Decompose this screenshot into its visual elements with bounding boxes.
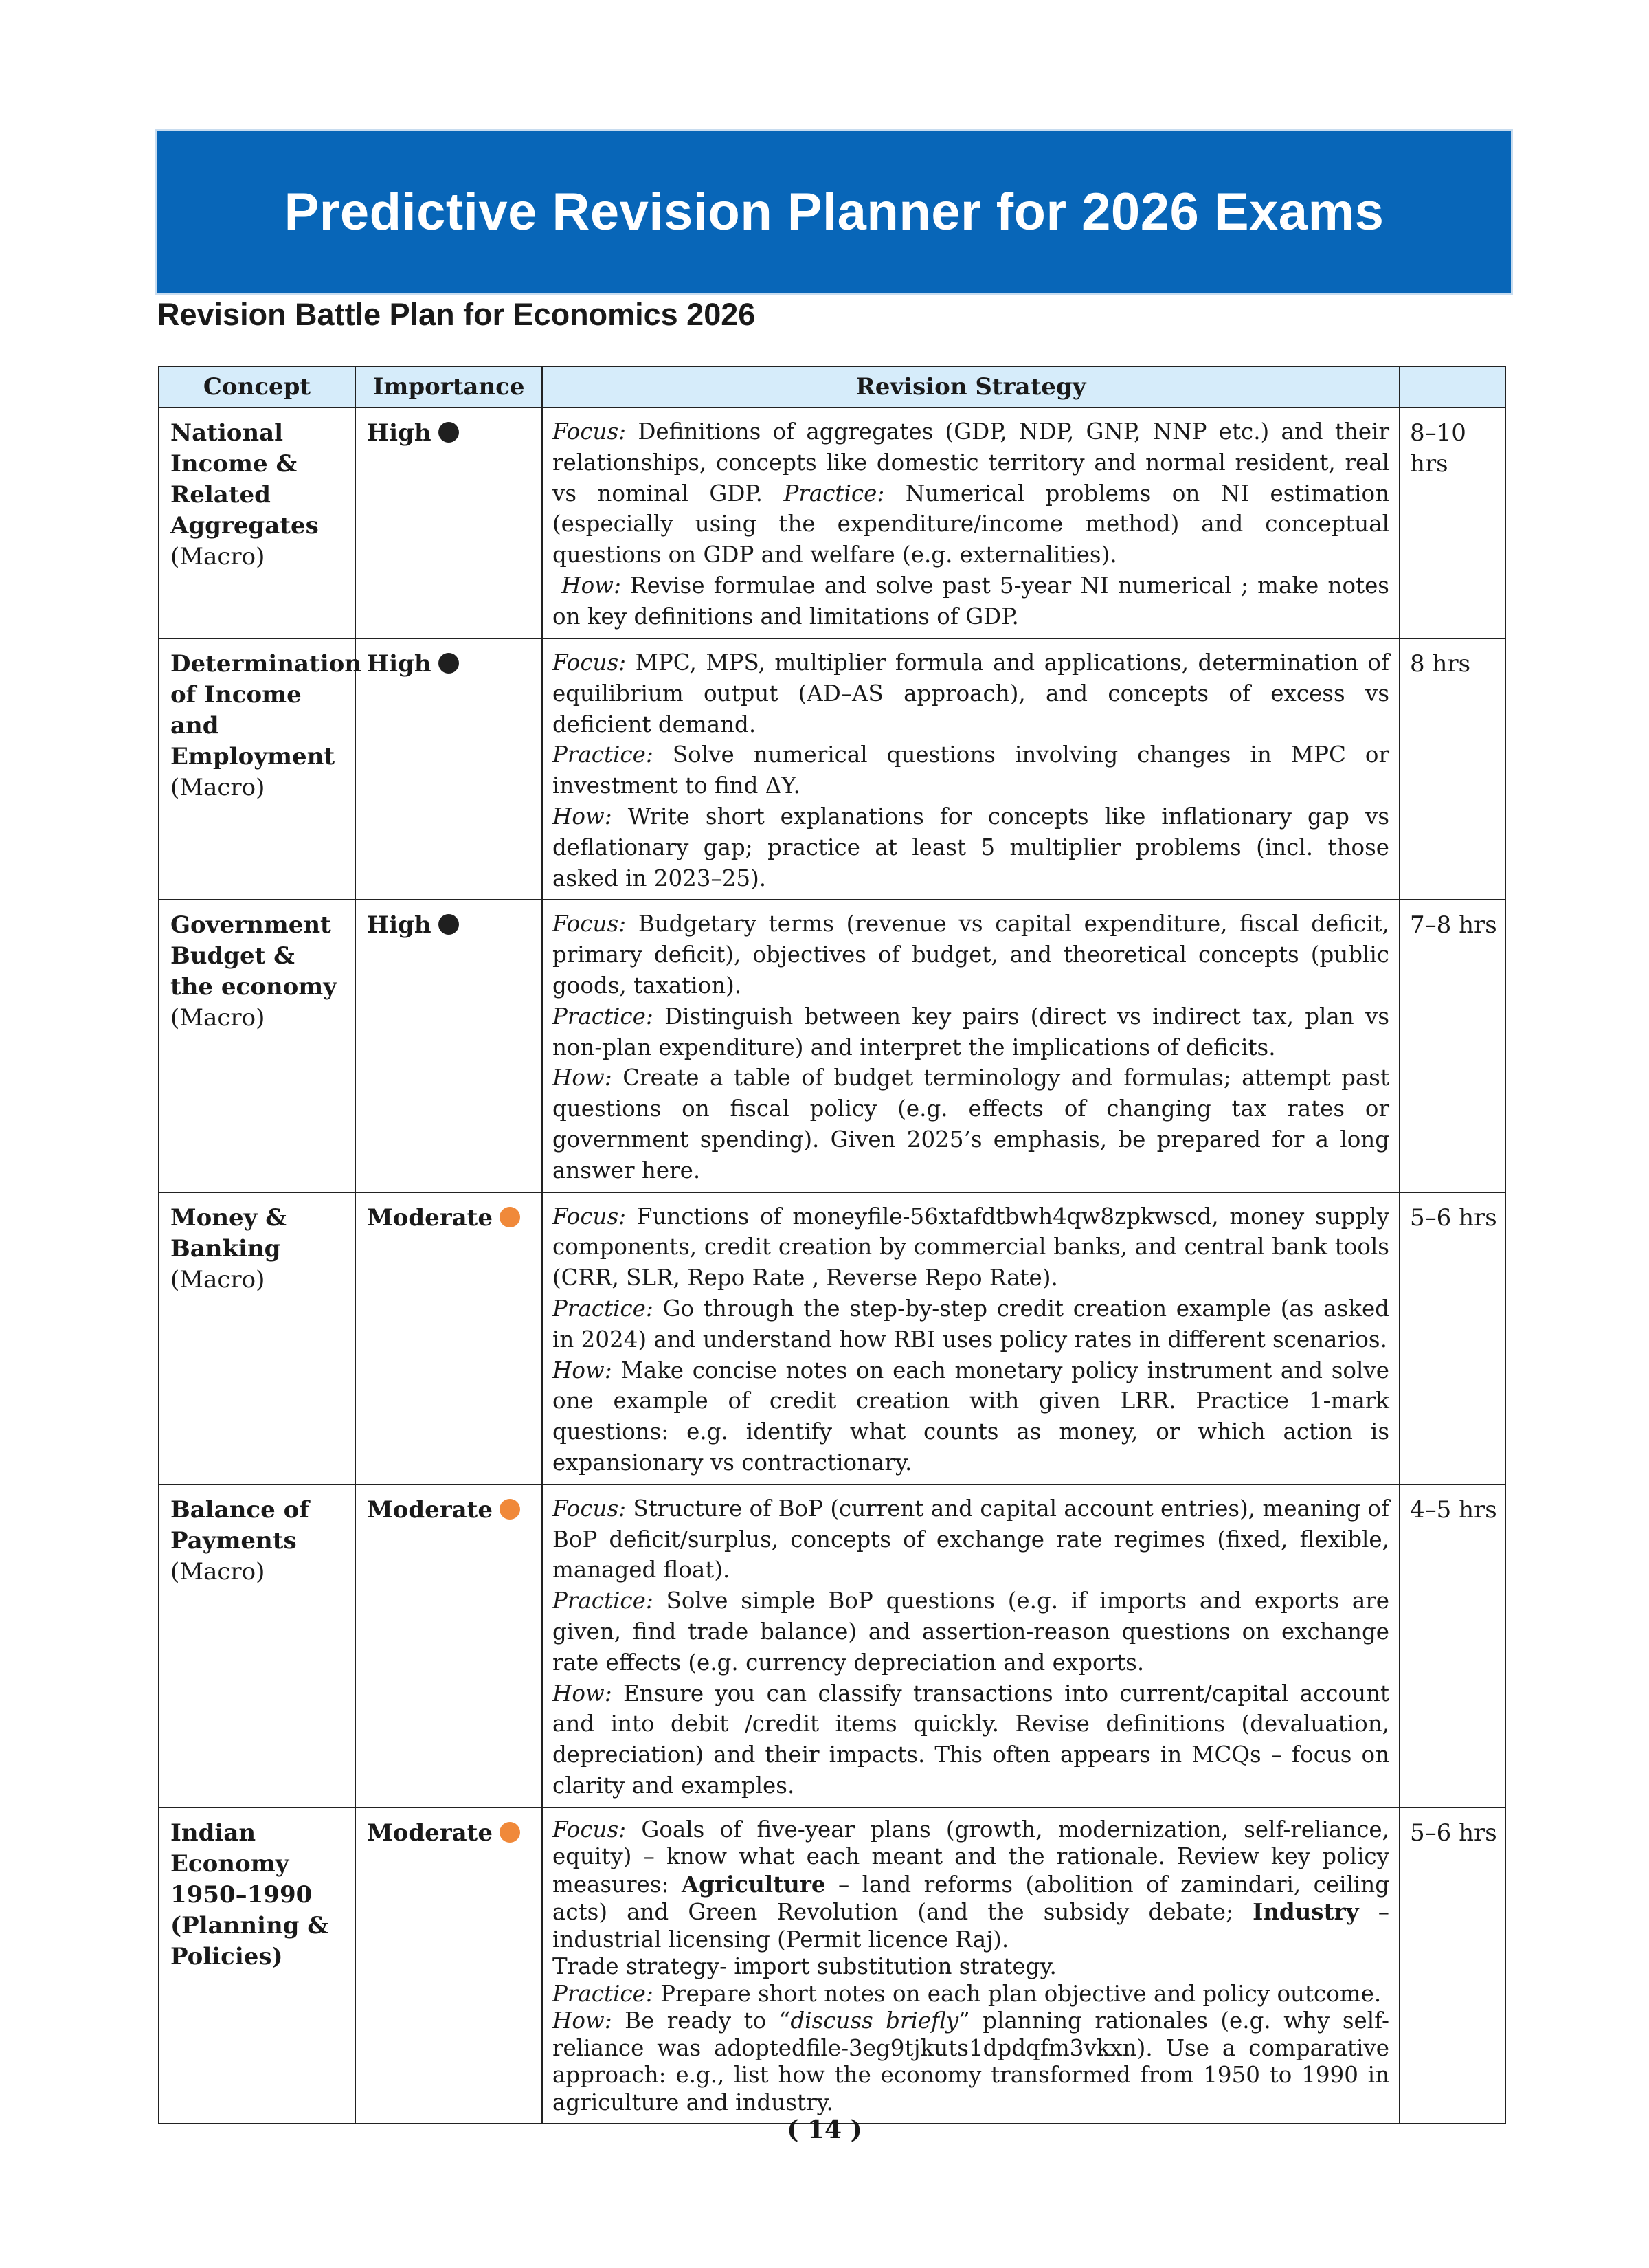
how-text: Make concise notes on each monetary policy instrument and solve one example of credit creation with given LRR. Practice 1-mark questions: e.g. identify what counts as money, or which action is expansionary vs contractionary. [552, 1357, 1389, 1476]
time-cell: 8 hrs [1400, 638, 1505, 900]
how-text: Revise formulae and solve past 5-year NI numerical ; make notes on key definitions and limitations of GDP. [552, 572, 1389, 630]
strategy-cell [542, 1192, 1400, 1485]
practice-text: Solve numerical questions involving changes in MPC or investment to find ΔY. [552, 742, 1389, 799]
how-text: Write short explanations for concepts like inflationary gap vs deflationary gap; practice at least 5 multiplier problems (incl. those asked in 2023–25). [552, 803, 1389, 891]
focus-text: Budgetary terms (revenue vs capital expenditure, fiscal deficit, primary deficit), objectives of budget, and theoretical concepts (public goods, taxation). [552, 911, 1389, 999]
strategy-practice [552, 1586, 1389, 1678]
section-subtitle: Revision Battle Plan for Economics 2026 [157, 297, 756, 332]
focus-text: Structure of BoP (current and capital account entries), meaning of BoP deficit/surplus, concepts of exchange rate regimes (fixed, flexible, managed float). [552, 1495, 1389, 1583]
header-concept: Concept [159, 366, 355, 408]
table-header-row [159, 366, 1505, 408]
time-cell: 5–6 hrs [1400, 1808, 1505, 2124]
time-cell: 5–6 hrs [1400, 1192, 1505, 1485]
strategy-cell [542, 900, 1400, 1192]
focus-label: Focus: [552, 1495, 627, 1522]
concept-cell [159, 638, 362, 900]
strategy-practice [552, 1001, 1389, 1063]
strategy-focus [552, 416, 1389, 570]
importance-label: High [367, 650, 431, 678]
importance-cell [355, 900, 542, 1192]
concept-cell [159, 1808, 355, 2124]
page-number: ( 14 ) [787, 2115, 862, 2144]
strategy-how [552, 1355, 1389, 1478]
focus-label: Focus: [552, 1203, 627, 1230]
practice-text: Numerical problems on NI estimation (especially using the expenditure/income method) and conceptual questions on GDP and welfare (e.g. externalities). [552, 480, 1389, 568]
focus-text: MPC, MPS, multiplier formula and applications, determination of equilibrium output (AD–AS approach), and concepts of excess vs deficient demand. [552, 649, 1389, 737]
time-cell: 7–8 hrs [1400, 900, 1505, 1192]
importance-cell [355, 1192, 542, 1485]
practice-text: Solve simple BoP questions (e.g. if imports and exports are given, find trade balance) and assertion-reason questions on exchange rate effects (e.g. currency depreciation and exports. [552, 1588, 1389, 1676]
importance-label: Moderate [367, 1819, 493, 1847]
focus-label: Focus: [552, 419, 627, 445]
concept-qualifier: (Macro) [170, 543, 265, 570]
concept-qualifier: (Planning & Policies) [170, 1911, 328, 1970]
practice-label: Practice: [783, 480, 885, 507]
strategy-focus [552, 1816, 1389, 1954]
practice-label: Practice: [552, 1980, 653, 2007]
strategy-how [552, 1063, 1389, 1186]
strategy-how [552, 2008, 1389, 2116]
strategy-focus [552, 909, 1389, 1001]
practice-text: Go through the step-by-step credit creation example (as asked in 2024) and understand how RBI uses policy rates in different scenarios. [552, 1295, 1389, 1353]
how-label: How: [552, 2008, 612, 2034]
strategy-focus [552, 1493, 1389, 1586]
title-banner [157, 131, 1511, 293]
table-row [159, 1485, 1505, 1808]
concept-cell [159, 408, 355, 638]
concept-qualifier: (Macro) [170, 1265, 265, 1293]
concept-cell [159, 1485, 355, 1808]
industry-term: Industry [1253, 1898, 1359, 1926]
how-label: How: [552, 1357, 612, 1383]
importance-cell [355, 1808, 542, 2124]
table-row [159, 1808, 1505, 2124]
practice-text: Distinguish between key pairs (direct vs indirect tax, plan vs non-plan expenditure) and interpret the implications of deficits. [552, 1003, 1389, 1060]
concept-name: Government Budget & the economy [170, 911, 337, 1001]
strategy-how [552, 1678, 1389, 1801]
concept-name: National Income & Related Aggregates [170, 419, 319, 540]
importance-label: High [367, 911, 431, 940]
high-importance-dot-icon [438, 914, 459, 935]
high-importance-dot-icon [438, 653, 459, 674]
strategy-cell [542, 408, 1400, 638]
concept-qualifier: (Macro) [170, 1557, 265, 1586]
table-row [159, 900, 1505, 1192]
focus-text: Definitions of aggregates (GDP, NDP, GNP, NNP etc.) and their relationships, concepts like domestic territory and normal resident, real vs nominal GDP. [552, 419, 1389, 507]
how-text: Be ready to “ [612, 2008, 791, 2034]
importance-cell [355, 638, 542, 900]
importance-label: Moderate [367, 1203, 493, 1232]
discuss-briefly-quote: discuss briefly [790, 2008, 959, 2034]
strategy-how [552, 570, 1389, 632]
strategy-practice [552, 1981, 1389, 2008]
focus-label: Focus: [552, 911, 627, 937]
strategy-focus [552, 1201, 1389, 1293]
moderate-importance-dot-icon [500, 1207, 520, 1227]
strategy-practice [552, 740, 1389, 801]
time-cell: 8–10 hrs [1400, 408, 1505, 638]
revision-plan-table [158, 366, 1506, 2124]
moderate-importance-dot-icon [500, 1499, 520, 1520]
moderate-importance-dot-icon [500, 1822, 520, 1843]
focus-label: Focus: [552, 649, 627, 676]
practice-label: Practice: [552, 1588, 653, 1614]
header-revision-strategy: Revision Strategy [542, 366, 1400, 408]
focus-text: Goals of five-year plans (growth, modernization, self-reliance, equity) – know what each meant and the rationale. Review key policy measures: [552, 1816, 1389, 1898]
strategy-cell [542, 1485, 1400, 1808]
concept-name: Indian Economy 1950–1990 [170, 1819, 313, 1909]
focus-text: Functions of moneyfile-56xtafdtbwh4qw8zpkwscd, money supply components, credit creation by commercial banks, and central bank tools (CRR, SLR, Repo Rate , Reverse Repo Rate). [552, 1203, 1389, 1291]
concept-name: Determination of Income and Employment [170, 650, 362, 770]
strategy-how [552, 801, 1389, 893]
practice-label: Practice: [552, 1295, 653, 1322]
strategy-trade: Trade strategy- import substitution strategy. [552, 1953, 1057, 1980]
strategy-cell [542, 638, 1400, 900]
how-label: How: [552, 803, 612, 830]
importance-cell [355, 408, 542, 638]
concept-name: Balance of Payments [170, 1496, 309, 1555]
practice-text: Prepare short notes on each plan objective and policy outcome. [653, 1980, 1382, 2007]
concept-name: Money & Banking [170, 1203, 287, 1263]
agriculture-term: Agriculture [681, 1870, 826, 1898]
page-title: Predictive Revision Planner for 2026 Exams [284, 182, 1384, 241]
table-row [159, 1192, 1505, 1485]
how-label: How: [552, 1680, 612, 1706]
how-text: Create a table of budget terminology and formulas; attempt past questions on fiscal policy (e.g. effects of changing tax rates or government spending). Given 2025’s emphasis, be prepared for a long answer here. [552, 1065, 1389, 1183]
strategy-focus [552, 647, 1389, 740]
how-text-continued: ” planning rationales (e.g. why self-reliance was adoptedfile-3eg9tjkuts1dpdqfm3vkxn). Use a comparative approach: e.g., list how the economy transformed from 1950 to 1990 in agriculture and industry. [552, 2008, 1389, 2115]
header-time [1400, 366, 1505, 408]
how-label: How: [561, 572, 621, 599]
how-label: How: [552, 1065, 612, 1091]
focus-text-continued: – land reforms (abolition of zamindari, ceiling acts) and Green Revolution (and the subsidy debate; [552, 1871, 1390, 1926]
practice-label: Practice: [552, 1003, 653, 1030]
concept-qualifier: (Macro) [170, 1004, 265, 1032]
importance-label: Moderate [367, 1496, 493, 1524]
time-cell: 4–5 hrs [1400, 1485, 1505, 1808]
strategy-cell [542, 1808, 1400, 2124]
importance-label: High [367, 419, 431, 447]
how-text: Ensure you can classify transactions into current/capital account and into debit /credit items quickly. Revise definitions (devaluation, depreciation) and their impacts. This often appears in MCQs – focus on clarity and examples. [552, 1680, 1389, 1799]
focus-text-end: – industrial licensing (Permit licence Raj). [552, 1899, 1389, 1953]
concept-qualifier: (Macro) [170, 774, 265, 801]
table-row [159, 408, 1505, 638]
concept-cell [159, 900, 355, 1192]
high-importance-dot-icon [438, 422, 459, 443]
practice-label: Practice: [552, 742, 653, 768]
strategy-practice [552, 1293, 1389, 1355]
importance-cell [355, 1485, 542, 1808]
focus-label: Focus: [552, 1816, 627, 1843]
concept-cell [159, 1192, 355, 1485]
table-row [159, 638, 1505, 900]
header-importance: Importance [355, 366, 542, 408]
